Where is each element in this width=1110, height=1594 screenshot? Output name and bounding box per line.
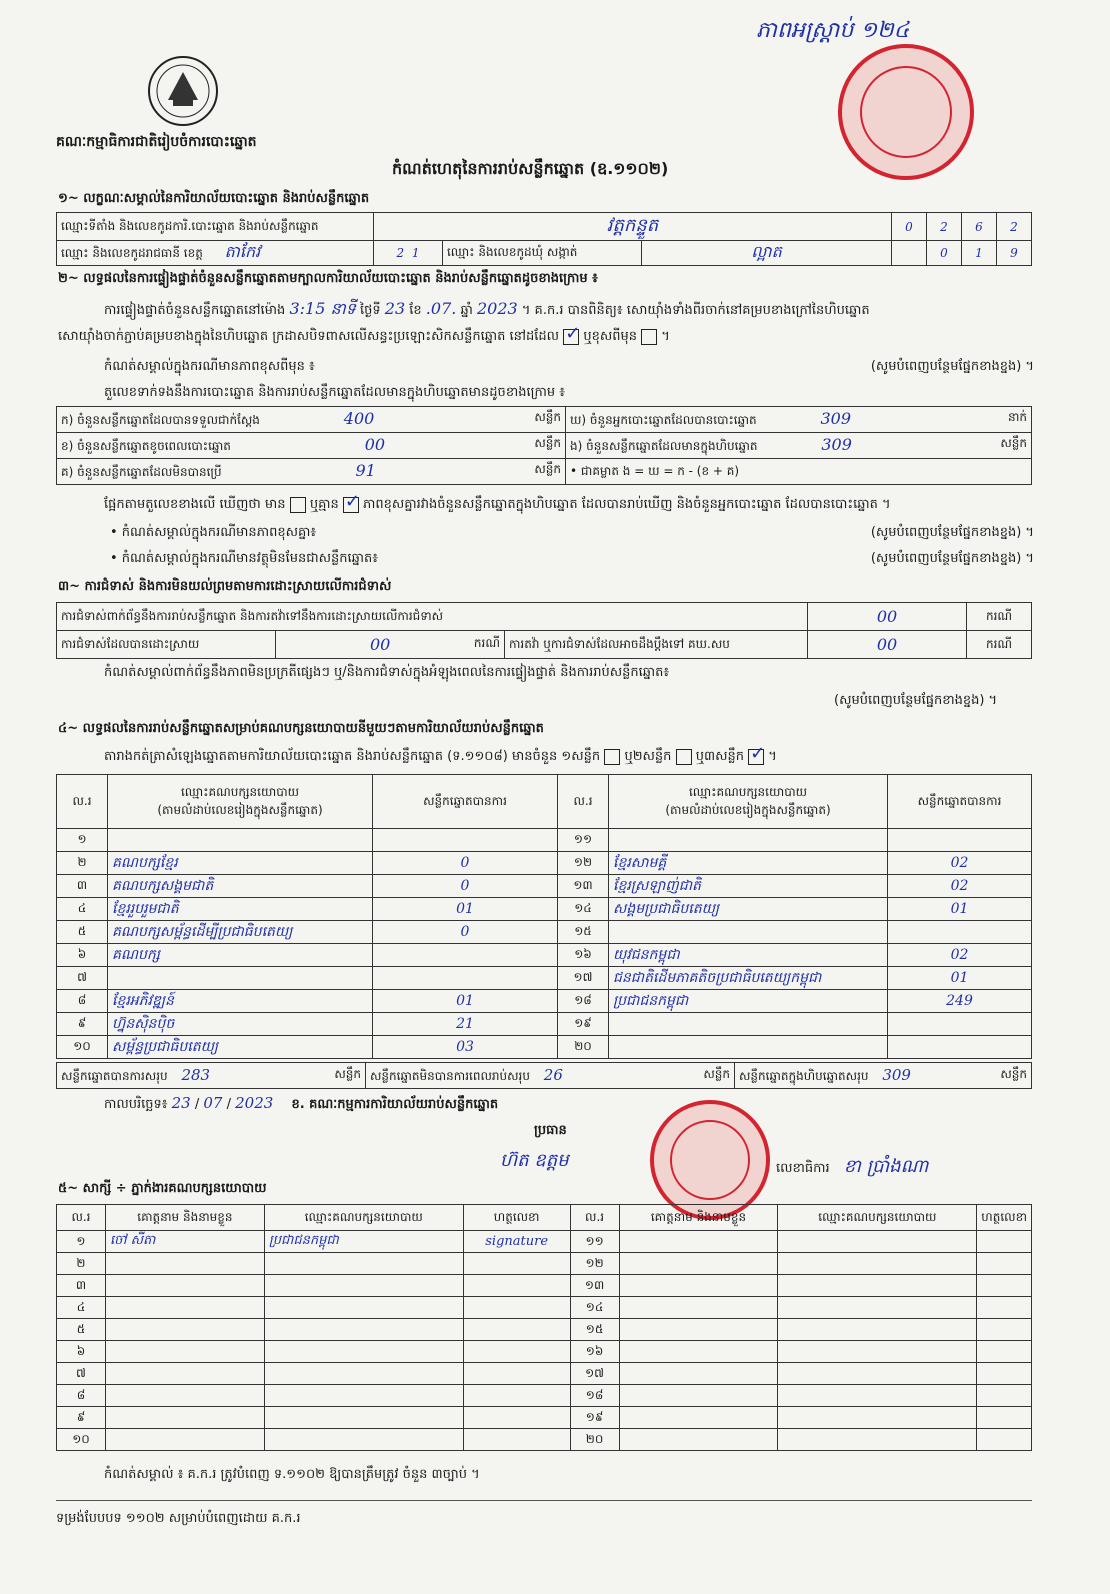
verify-text-c: ខែ — [409, 303, 422, 318]
date-day: 23 — [171, 1094, 191, 1112]
commune-name: ល្អាត — [751, 242, 782, 261]
results-row — [57, 1013, 1032, 1036]
section4-heading: ៤~ លទ្ធផលនៃការរាប់សន្លឹកឆ្នោតសម្រាប់គណបក្សនយោបាយនីមួយៗតាមការិយាល័យរាប់សន្លឹកឆ្នោត — [58, 721, 544, 736]
fill-hint-1: (សូមបំពេញបន្ថែមផ្នែកខាងខ្នង) ។ — [870, 359, 1034, 374]
row-no: ១ — [77, 832, 87, 846]
row-no: ៣ — [76, 878, 88, 892]
verify-text-p2: សោយ៉ាំងចាក់ភ្ជាប់គម្របខាងក្នុងនៃហិបឆ្នោត ក្រដាសបិទពាសលើសន្ធះប្រឡោះសិកសន្លឹកឆ្នោត នៅដដែល — [58, 329, 560, 344]
province-code-2: 1 — [411, 246, 420, 260]
handwritten-top-note: ភាពអស្រ្ដាប់ ១២៤ — [756, 18, 910, 43]
figures-intro: តួលេខទាក់ទងនឹងការបោះឆ្នោត និងការរាប់សន្លឹកឆ្នោតដែលមានក្នុងហិបឆ្នោតមានដូចខាងក្រោម ៖ — [104, 385, 565, 400]
witness-row — [57, 1341, 1032, 1363]
party-name: គណបក្ស — [112, 946, 160, 963]
has-difference-checkbox[interactable] — [290, 497, 306, 513]
verify-or-label: ឬខុសពីមុន — [583, 329, 637, 344]
totals-table — [56, 1062, 1032, 1089]
results-row — [57, 898, 1032, 921]
figures-table — [56, 406, 1032, 485]
party-name: សម្ព័ន្ធប្រជាធិបតេយ្យ — [112, 1038, 219, 1055]
footer-text: ទម្រង់បែបបទ ១១០២ សម្រាប់បំពេញដោយ គ.ក.រ — [56, 1511, 301, 1526]
appeal-value: 00 — [876, 635, 898, 654]
chair-label: ប្រធាន — [534, 1123, 567, 1138]
results-row — [57, 967, 1032, 990]
row-no: ៥ — [77, 924, 87, 938]
difference-bullet — [110, 524, 1034, 543]
secretary-label: លេខាធិការ — [776, 1161, 830, 1176]
w-col-no-left: ល.រ — [57, 1205, 106, 1231]
irregularity-note: កំណត់សម្គាល់ពាក់ព័ន្ធនឹងភាពមិនប្រក្រតីផ្សេងៗ ឬ/និងការជំទាស់ក្នុងអំឡុងពេលនៃការផ្ទៀងផ្ទាត់ និងការរាប់សន្លឹកឆ្នោត៖ — [104, 665, 670, 680]
resolved-label: ការជំទាស់ដែលបានដោះស្រាយ — [57, 631, 276, 659]
tally-intro: តារាងកត់ត្រាសំឡេងឆ្នោតតាមការិយាល័យបោះឆ្នោត និងរាប់សន្លឹកឆ្នោត (ទ.១១០៨) មានចំនួន ១សន្លឹក — [104, 749, 601, 764]
row-no: ១០ — [73, 1039, 91, 1053]
witness-footnote: កំណត់សម្គាល់ ៖ គ.ក.រ ត្រូវបំពេញ ទ.១១០២ ឱ្យបានត្រឹមត្រូវ ចំនួន ៣ច្បាប់ ។ — [104, 1467, 480, 1482]
party-name: គណបក្សសម្ព័ន្ធដើម្បីប្រជាធិបតេយ្យ — [112, 923, 293, 940]
valid-total-value: 283 — [181, 1065, 211, 1084]
location-code-4: 2 — [1010, 219, 1018, 234]
row-no: ១៥ — [574, 924, 592, 938]
tally-opt2: ឬ២សន្លឹក — [624, 749, 672, 764]
one-sheet-checkbox[interactable] — [604, 749, 620, 765]
row-no: ២ — [77, 855, 87, 869]
two-sheet-checkbox[interactable] — [676, 749, 692, 765]
w-col-sign-left: ហត្ថលេខា — [463, 1205, 570, 1231]
no-difference-checkbox[interactable]: ✓ — [344, 490, 360, 512]
unit-case-1: ករណី — [967, 603, 1032, 631]
ballots-in-box-label: ង) ចំនួនសន្លឹកឆ្នោតដែលមានក្នុងហិបឆ្នោត — [570, 439, 758, 453]
section1-heading: ១~ លក្ខណៈសម្គាល់នៃការិយាល័យបោះឆ្នោត និងរាប់សន្លឹកឆ្នោត — [58, 191, 370, 206]
chair-signature: ហ៊ត ឧត្តម — [500, 1150, 569, 1171]
col-no-right: ល.រ — [558, 775, 609, 829]
witness-no: ១៧ — [585, 1365, 605, 1380]
party-votes: 0 — [460, 855, 470, 871]
verification-line-1 — [104, 298, 870, 322]
section2-heading: ២~ លទ្ធផលនៃការផ្ទៀងផ្ទាត់ចំនួនសន្លឹកឆ្នោតតាមក្បាលការិយាល័យបោះឆ្នោត និងរាប់សន្លឹកឆ្នោតដូចខាងក្រោម ៖ — [58, 271, 598, 286]
witness-no: ១៥ — [585, 1321, 604, 1336]
party-votes: 03 — [456, 1039, 474, 1055]
objections-value: 00 — [876, 607, 898, 626]
unit-ballot-3: សន្លឹក — [1000, 436, 1027, 450]
row-no: ៨ — [77, 993, 87, 1007]
witness-party: ប្រជាជនកម្ពុជា — [268, 1233, 339, 1248]
party-votes: 01 — [950, 901, 969, 917]
commune-code-1: 0 — [940, 246, 948, 260]
w-col-name-right: គោត្តនាម និងនាមខ្លួន — [619, 1205, 778, 1231]
witness-signature: signature — [485, 1234, 549, 1249]
section3-heading: ៣~ ការជំទាស់ និងការមិនយល់ព្រមតាមការដោះស្រាយលើការជំទាស់ — [58, 579, 392, 594]
commune-label: ឈ្មោះ និងលេខកូដឃុំ សង្កាត់ — [443, 241, 642, 266]
tally-opt3: ឬ៣សន្លឹក — [695, 749, 744, 764]
witness-no: ១៦ — [585, 1343, 604, 1358]
row-no: ១៨ — [574, 993, 592, 1007]
party-votes: 01 — [950, 970, 969, 986]
col-party-right-1: ឈ្មោះគណបក្សនយោបាយ — [688, 784, 808, 799]
date-label: កាលបរិច្ឆេទ៖ — [104, 1097, 168, 1112]
witness-row — [57, 1363, 1032, 1385]
difference-formula: • ជាគម្លាត ង = ឃ = ក - (ខ + គ) — [566, 459, 1032, 485]
official-stamp-top — [838, 44, 974, 180]
col-party-left-2: (តាមលំដាប់លេខរៀងក្នុងសន្លឹកឆ្នោត) — [157, 802, 323, 817]
date-line: កាលបរិច្ឆេទ៖ 23 / 07 / 2023 ខ. គណៈកម្មការការិយាល័យរាប់សន្លឹកឆ្នោត — [104, 1094, 499, 1112]
witness-no: ៧ — [76, 1365, 86, 1380]
verify-text-a: ការផ្ទៀងផ្ទាត់ចំនួនសន្លឹកឆ្នោតនៅម៉ោង — [104, 303, 286, 318]
witness-table — [56, 1204, 1032, 1451]
witness-no: ១១ — [585, 1233, 604, 1248]
row-no: ៩ — [77, 1016, 87, 1030]
party-name: ខ្មែរអភិវឌ្ឍន៍ — [112, 992, 174, 1009]
location-name: វត្តកន្ទួត — [606, 215, 659, 236]
w-col-name-left: គោត្តនាម និងនាមខ្លួន — [105, 1205, 264, 1231]
tally-sheet-line: តារាងកត់ត្រាសំឡេងឆ្នោតតាមការិយាល័យបោះឆ្នោត និងរាប់សន្លឹកឆ្នោត (ទ.១១០៨) មានចំនួន ១សន្លឹក ឬ២សន្លឹក ឬ៣សន្លឹក ✓ ។ — [104, 742, 777, 764]
valid-total-label: សន្លឹកឆ្នោតបានការសរុប — [61, 1068, 168, 1083]
row-no: ៤ — [77, 901, 87, 915]
witness-no: ១០ — [72, 1431, 90, 1446]
party-votes: 0 — [460, 878, 470, 894]
three-sheet-checkbox[interactable]: ✓ — [750, 742, 766, 764]
party-name: ជនជាតិដើមភាគតិចប្រជាធិបតេយ្យកម្ពុជា — [613, 969, 822, 986]
w-col-party-left: ឈ្មោះគណបក្សនយោបាយ — [264, 1205, 463, 1231]
diff-text-a: ផ្អែកតាមតួលេខខាងលើ ឃើញថា មាន — [104, 497, 286, 512]
bullet1-label: • កំណត់សម្គាល់ក្នុងករណីមានភាពខុសគ្នា៖ — [110, 525, 317, 540]
box-total-label: សន្លឹកឆ្នោតក្នុងហិបឆ្នោតសរុប — [739, 1068, 869, 1083]
verify-month: .07. — [425, 299, 457, 318]
party-votes: 02 — [950, 878, 969, 894]
witness-row — [57, 1319, 1032, 1341]
row-no: ១៤ — [574, 901, 592, 915]
province-label: ឈ្មោះ និងលេខកូដរាជធានី ខេត្ត — [61, 246, 203, 260]
invalid-total-label: សន្លឹកឆ្នោតមិនបានការពេលរាប់សរុប — [370, 1068, 530, 1083]
witness-no: ១៣ — [584, 1277, 605, 1292]
w-col-sign-right: ហត្ថលេខា — [977, 1205, 1032, 1231]
witness-row — [57, 1231, 1032, 1253]
party-name: យុវជនកម្ពុជា — [613, 946, 680, 963]
col-party-right-2: (តាមលំដាប់លេខរៀងក្នុងសន្លឹកឆ្នោត) — [665, 802, 831, 817]
party-name: ខ្មែររួបរួមជាតិ — [112, 900, 179, 917]
witness-no: ១២ — [585, 1255, 604, 1270]
difference-note — [104, 358, 1034, 377]
verify-day: 23 — [384, 299, 406, 318]
fill-hint-3: (សូមបំពេញបន្ថែមផ្នែកខាងខ្នង) ។ — [870, 551, 1034, 566]
unit-total-1: សន្លឹក — [334, 1066, 361, 1081]
row-no: ១៧ — [573, 970, 593, 984]
province-code: 2 — [396, 246, 405, 260]
col-no-left: ល.រ — [57, 775, 108, 829]
witness-row — [57, 1253, 1032, 1275]
location-code-2: 2 — [940, 219, 948, 234]
unit-ballot-2: សន្លឹក — [534, 436, 561, 450]
different-checkbox[interactable] — [641, 329, 657, 345]
row-no: ១២ — [573, 855, 593, 869]
party-votes: 0 — [460, 924, 470, 940]
witness-no: ១៤ — [585, 1299, 604, 1314]
unit-person: នាក់ — [1007, 410, 1027, 424]
box-total-value: 309 — [882, 1065, 911, 1084]
date-year: 2023 — [235, 1094, 274, 1112]
witness-no: ៦ — [76, 1343, 86, 1358]
verify-time: 3:15 នាទី — [289, 299, 356, 318]
diff-text-b: ឬគ្មាន — [309, 497, 339, 512]
unit-case-2: ករណី — [473, 636, 500, 650]
unused-ballots-value: 91 — [355, 461, 376, 480]
col-votes-left: សន្លឹកឆ្នោតបានការ — [373, 775, 558, 829]
invalid-total-value: 26 — [543, 1065, 563, 1084]
party-name: ខ្មែរស្រឡាញ់ជាតិ — [613, 877, 701, 894]
province-name: តាកែវ — [224, 242, 261, 261]
party-name: គណបក្សសង្គមជាតិ — [112, 877, 214, 894]
verify-text-b: ថ្ងៃទី — [359, 303, 381, 318]
received-ballots-label: ក) ចំនួនសន្លឹកឆ្នោតដែលបានទទួលជាក់ស្តែង — [61, 413, 260, 427]
verify-year: 2023 — [477, 299, 518, 318]
witness-no: ៥ — [76, 1321, 86, 1336]
witness-row — [57, 1275, 1032, 1297]
location-label: ឈ្មោះទីតាំង និងលេខកូដការិ.បោះឆ្នោត និងរាប់សន្លឹកឆ្នោត — [57, 213, 374, 241]
diff-text-c: ភាពខុសគ្នារវាងចំនួនសន្លឹកឆ្នោតក្នុងហិបឆ្នោត ដែលបានរាប់ឃើញ និងចំនួនអ្នកបោះឆ្នោត ដែលបានបោះឆ្នោត ។ — [363, 497, 891, 512]
row-no: ៧ — [77, 970, 87, 984]
same-checkbox[interactable]: ✓ — [565, 322, 581, 344]
witness-no: ៨ — [76, 1387, 86, 1402]
witness-no: ២ — [76, 1255, 86, 1270]
party-name: ខ្មែរសាមគ្គី — [613, 854, 667, 871]
difference-check-line — [104, 490, 891, 515]
witness-row — [57, 1297, 1032, 1319]
witness-no: ១៨ — [585, 1387, 604, 1402]
witness-no: ១៩ — [585, 1409, 604, 1424]
committee-label: ខ. គណៈកម្មការការិយាល័យរាប់សន្លឹកឆ្នោត — [291, 1097, 499, 1112]
verify-text-e: ។ គ.ក.រ បានពិនិត្យ៖ សោយ៉ាំងទាំងពីរចាក់នៅគម្របខាងក្រៅនៃហិបឆ្នោត — [521, 303, 870, 318]
witness-no: ២០ — [585, 1431, 604, 1446]
results-table — [56, 774, 1032, 1059]
party-name: គណបក្សខ្មែរ — [112, 854, 178, 871]
resolved-value: 00 — [370, 635, 391, 654]
appeal-label: ការតវ៉ា ឬការជំទាស់ដែលអាចដឹងប្តឹងទៅ គឃ.សប — [505, 631, 808, 659]
ballots-in-box-value: 309 — [821, 435, 852, 454]
verification-line-2: សោយ៉ាំងចាក់ភ្ជាប់គម្របខាងក្នុងនៃហិបឆ្នោត ក្រដាសបិទពាសលើសន្ធះប្រឡោះសិកសន្លឹកឆ្នោត នៅដដែល ✓ ឬខុសពីមុន ។ — [58, 322, 670, 344]
unit-total-2: សន្លឹក — [703, 1066, 730, 1081]
secretary-name: ខា ប្រាំងណា — [843, 1156, 929, 1177]
witness-no: ៤ — [76, 1299, 86, 1314]
secretary-line — [776, 1154, 928, 1181]
results-row — [57, 1036, 1032, 1059]
results-row — [57, 875, 1032, 898]
party-name: ប្រជាជនកម្ពុជា — [613, 992, 689, 1009]
location-code-3: 6 — [975, 219, 983, 234]
verify-text-d: ឆ្នាំ — [460, 303, 473, 318]
date-month: 07 — [203, 1094, 223, 1112]
witness-no: ៣ — [75, 1277, 87, 1292]
spoiled-ballots-label: ខ) ចំនួនសន្លឹកឆ្នោតខូចពេលបោះឆ្នោត — [61, 439, 231, 453]
commune-code-3: 9 — [1010, 246, 1018, 260]
party-votes: 01 — [456, 993, 474, 1009]
party-votes: 02 — [950, 855, 969, 871]
col-party-left-1: ឈ្មោះគណបក្សនយោបាយ — [180, 784, 300, 799]
witness-no: ៩ — [76, 1409, 86, 1424]
party-votes: 21 — [456, 1016, 474, 1032]
w-col-no-right: ល.រ — [570, 1205, 619, 1231]
objections-label: ការជំទាស់ពាក់ព័ន្ធនឹងការរាប់សន្លឹកឆ្នោត និងការតវ៉ាទៅនឹងការដោះស្រាយលើការជំទាស់ — [57, 603, 808, 631]
official-stamp-bottom — [650, 1100, 770, 1220]
received-ballots-value: 400 — [343, 409, 375, 428]
unit-ballot-1: សន្លឹក — [534, 410, 561, 424]
emblem-logo — [146, 54, 220, 128]
section5-heading: ៥~ សាក្សី ÷ ភ្នាក់ងារគណបក្សនយោបាយ — [58, 1181, 267, 1196]
witness-no: ១ — [76, 1233, 86, 1248]
results-row — [57, 852, 1032, 875]
row-no: ៦ — [77, 947, 87, 961]
witness-row — [57, 1407, 1032, 1429]
results-row — [57, 990, 1032, 1013]
row-no: ១៦ — [574, 947, 592, 961]
unit-total-3: សន្លឹក — [1000, 1066, 1027, 1081]
unit-case-3: ករណី — [967, 631, 1032, 659]
results-row — [57, 829, 1032, 852]
fill-hint-2: (សូមបំពេញបន្ថែមផ្នែកខាងខ្នង) ។ — [870, 525, 1034, 540]
spoiled-ballots-value: 00 — [364, 435, 386, 454]
unused-ballots-label: គ) ចំនួនសន្លឹកឆ្នោតដែលមិនបានប្រើ — [61, 465, 222, 479]
row-no: ២០ — [574, 1039, 592, 1053]
footer-divider — [56, 1500, 1032, 1501]
bullet2-label: • កំណត់សម្គាល់ក្នុងករណីមានវត្ថុមិនមែនជាសន្លឹកឆ្នោត៖ — [110, 551, 378, 566]
results-row — [57, 921, 1032, 944]
location-code-1: 0 — [905, 219, 913, 234]
commune-code-2: 1 — [975, 246, 983, 260]
party-name: ហ្វ៊ុនស៊ិនប៉ិច — [112, 1015, 175, 1032]
section1-table — [56, 212, 1032, 266]
objections-table — [56, 602, 1032, 659]
committee-name: គណៈកម្មាធិការជាតិរៀបចំការបោះឆ្នោត — [56, 134, 257, 150]
witness-name: ចៅ សីតា — [109, 1233, 156, 1248]
party-votes: 249 — [946, 993, 973, 1009]
voters-value: 309 — [820, 409, 851, 428]
w-col-party-right: ឈ្មោះគណបក្សនយោបាយ — [778, 1205, 977, 1231]
unit-ballot-4: សន្លឹក — [534, 462, 561, 476]
witness-row — [57, 1385, 1032, 1407]
party-votes: 01 — [456, 901, 474, 917]
party-votes: 02 — [950, 947, 969, 963]
difference-note-label: កំណត់សម្គាល់ក្នុងករណីមានភាពខុសពីមុន ៖ — [104, 359, 315, 374]
object-bullet — [110, 550, 1034, 569]
row-no: ១៣ — [573, 878, 593, 892]
row-no: ១១ — [573, 832, 593, 846]
witness-row — [57, 1429, 1032, 1451]
page-title: កំណត់ហេតុនៃការរាប់សន្លឹកឆ្នោត (ឧ.១១០២) — [392, 159, 669, 178]
row-no: ១៩ — [574, 1016, 592, 1030]
results-row — [57, 944, 1032, 967]
irregularity-fill-hint: (សូមបំពេញបន្ថែមផ្នែកខាងខ្នង) ។ — [834, 693, 998, 708]
voters-label: ឃ) ចំនួនអ្នកបោះឆ្នោតដែលបានបោះឆ្នោត — [570, 413, 757, 427]
col-votes-right: សន្លឹកឆ្នោតបានការ — [888, 775, 1032, 829]
party-name: សង្គមប្រជាធិបតេយ្យ — [613, 900, 720, 917]
